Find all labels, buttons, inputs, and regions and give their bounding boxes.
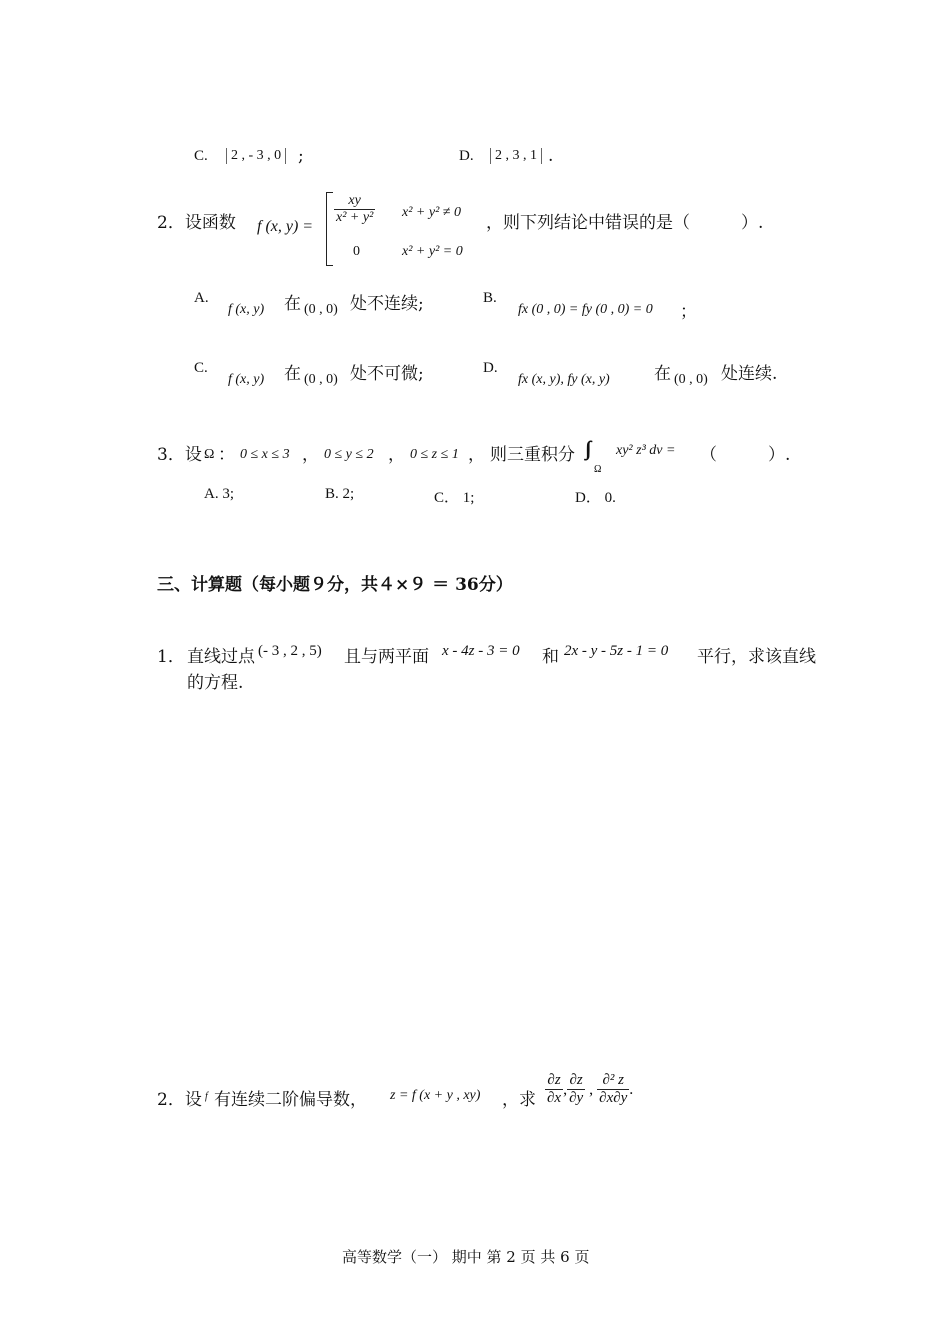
p2-text-1: 有连续二阶偏导数， <box>214 1090 367 1110</box>
q3-integral-subscript: Ω <box>594 464 602 475</box>
q3-comma-3: ， <box>468 445 485 465</box>
q2-brace <box>326 192 333 266</box>
q2-option-b-label: B. <box>483 290 497 306</box>
p1-plane-1: x - 4z - 3 = 0 <box>442 643 520 659</box>
q2-number: 2．设函数 <box>157 213 236 233</box>
p1-point: (- 3 , 2 , 5) <box>258 643 322 659</box>
q3-comma-2: ， <box>388 445 405 465</box>
p2-dz-dy-denominator: ∂y <box>569 1090 584 1106</box>
q3-omega: Ω <box>204 447 215 462</box>
q2-option-c-func: f (x, y) <box>228 372 265 387</box>
q2-option-a-label: A. <box>194 290 209 306</box>
q2-option-d-zai: 在 <box>654 364 671 384</box>
q1-option-c-value: 2 , - 3 , 0 <box>226 148 286 164</box>
q2-option-d-math: fx (x, y), fy (x, y) <box>518 372 610 387</box>
q3-option-b: B. 2; <box>325 486 355 502</box>
q2-condition-1: x² + y² ≠ 0 <box>402 205 461 220</box>
p2-derivatives <box>545 1072 633 1107</box>
q3-range-x: 0 ≤ x ≤ 3 <box>240 447 290 462</box>
p2-separator-1: , <box>563 1081 568 1098</box>
p2-dz-dx-numerator: ∂z <box>545 1072 563 1090</box>
p1-text-3: 和 <box>542 647 559 667</box>
q3-option-d: D． 0. <box>575 490 616 506</box>
q3-range-y: 0 ≤ y ≤ 2 <box>324 447 374 462</box>
p2-d2z-denominator: ∂x∂y <box>599 1090 628 1106</box>
q3-option-a: A. 3; <box>204 486 234 502</box>
q2-option-a-point: (0 , 0) <box>304 302 338 317</box>
p2-dz-dx-denominator: ∂x <box>547 1090 562 1106</box>
q3-comma-1: ， <box>302 445 319 465</box>
q2-option-c-point: (0 , 0) <box>304 372 338 387</box>
q3-number: 3．设 <box>157 445 202 465</box>
q2-numerator: xy <box>334 193 375 210</box>
q2-option-b-end: ； <box>680 302 697 322</box>
q3-colon: ： <box>218 445 235 465</box>
q2-option-c-label: C. <box>194 360 208 376</box>
q2-option-d-label: D. <box>483 360 498 376</box>
p1-number: 1． <box>157 647 185 667</box>
p1-plane-2: 2x - y - 5z - 1 = 0 <box>564 643 669 659</box>
p2-text-2: ，求 <box>502 1090 536 1110</box>
p2-end: . <box>629 1081 634 1098</box>
p2-separator-2: , <box>589 1081 594 1098</box>
q2-option-d-text: 处连续. <box>721 364 778 384</box>
q2-condition-2: x² + y² = 0 <box>402 244 463 259</box>
p2-z-definition: z = f (x + y , xy) <box>390 1088 481 1103</box>
page-footer: 高等数学（一） 期中 第 2 页 共 6 页 <box>342 1248 590 1266</box>
p2-dz-dx <box>545 1072 563 1107</box>
p1-line-2: 的方程. <box>187 673 244 693</box>
p2-f: f <box>205 1091 208 1102</box>
section-3-title: 三、计算题（每小题９分，共４×９ ＝ 36分） <box>157 575 513 595</box>
p1-text-1: 直线过点 <box>187 647 255 667</box>
q2-denominator: x² + y² <box>336 210 374 225</box>
q2-option-a-zai: 在 <box>284 294 301 314</box>
q1-option-d-value: 2 , 3 , 1 <box>490 148 542 164</box>
q2-option-b-math: fx (0 , 0) = fy (0 , 0) = 0 <box>518 302 653 317</box>
q2-option-c-zai: 在 <box>284 364 301 384</box>
p2-dz-dy <box>567 1072 585 1107</box>
p2-dz-dy-numerator: ∂z <box>567 1072 585 1090</box>
q3-integrand: xy² z³ dv = <box>616 443 676 458</box>
q1-option-c-end: ; <box>298 146 304 166</box>
q2-option-a-text: 处不连续; <box>350 294 424 314</box>
q2-tail: ，则下列结论中错误的是（ ）. <box>486 213 764 233</box>
q1-option-d-end: . <box>548 146 554 166</box>
p2-d2z-dxdy <box>597 1072 629 1107</box>
q2-zero: 0 <box>353 244 360 259</box>
q1-option-d-label: D. <box>459 148 474 164</box>
p1-text-4: 平行，求该直线 <box>697 647 816 667</box>
p1-text-2: 且与两平面 <box>344 647 429 667</box>
q3-tail: （ ）. <box>700 445 791 465</box>
q1-option-c-label: C. <box>194 148 208 164</box>
p2-d2z-numerator: ∂² z <box>597 1072 629 1090</box>
q2-option-d-point: (0 , 0) <box>674 372 708 387</box>
q2-option-c-text: 处不可微; <box>350 364 424 384</box>
p2-number: 2．设 <box>157 1090 202 1110</box>
q2-fraction <box>334 193 375 226</box>
q3-range-z: 0 ≤ z ≤ 1 <box>410 447 459 462</box>
q3-option-c: C． 1; <box>434 490 475 506</box>
q2-function: f (x, y) = <box>257 218 314 235</box>
q2-option-a-func: f (x, y) <box>228 302 265 317</box>
q3-text: 则三重积分 <box>490 445 575 465</box>
